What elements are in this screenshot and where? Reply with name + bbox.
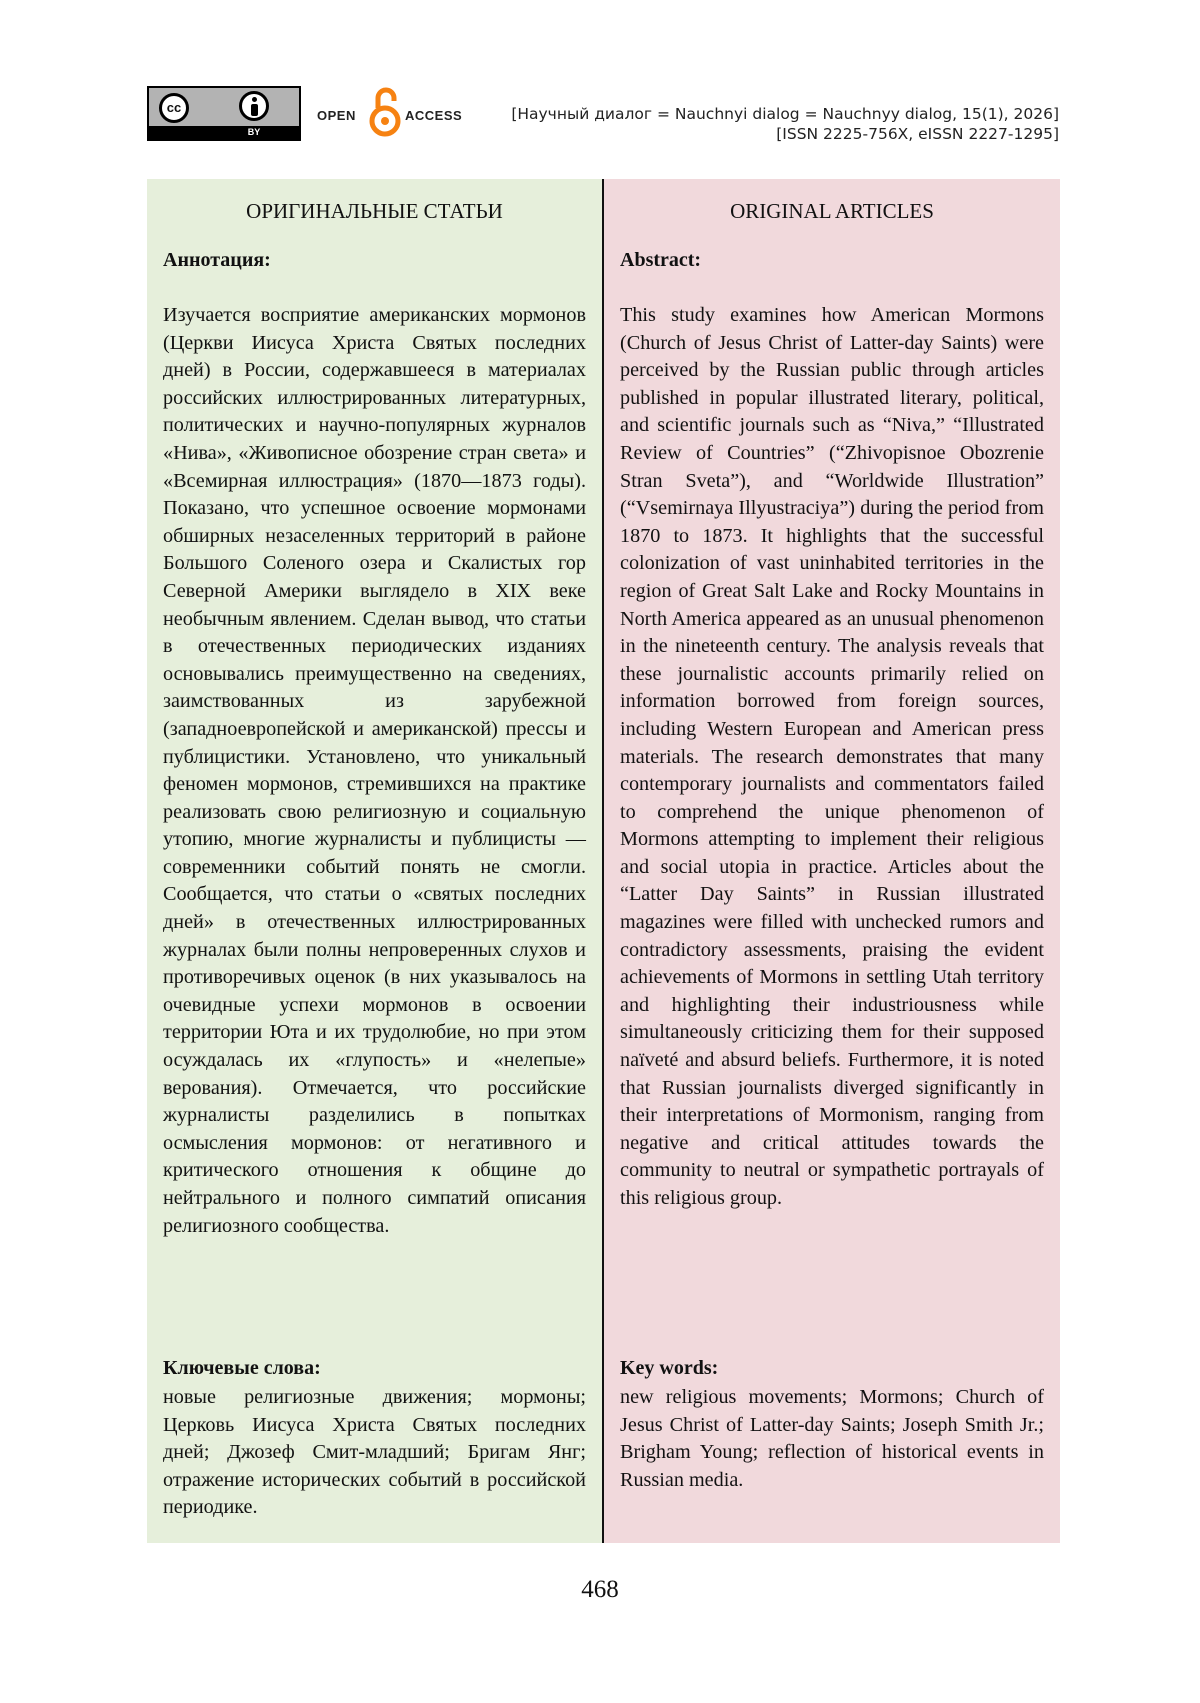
open-access-open-text: OPEN [317,108,356,123]
page-header [147,86,1059,146]
keywords-label-ru: Ключевые слова: [163,1357,321,1379]
keywords-text-ru: новые религиозные движения; мормоны; Церковь Иисуса Христа Святых последних дней; Джозеф Смит-младший; Бригам Янг; отражение исторических событий в российской периодике. [163,1386,586,1519]
open-access-lock-icon [367,86,403,138]
russian-column [147,179,602,1543]
section-title-en: ORIGINAL ARTICLES [730,199,934,223]
section-title-ru: ОРИГИНАЛЬНЫЕ СТАТЬИ [246,199,503,223]
attribution-person-icon [239,91,269,121]
keywords-text-en: new religious movements; Mormons; Church of Jesus Christ of Latter-day Saints; Joseph Smith Jr.; Brigham Young; reflection of historical events in Russian media. [620,1386,1044,1491]
abstract-label-ru: Аннотация: [163,249,271,271]
open-access-access-text: ACCESS [405,108,463,123]
keywords-label-en: Key words: [620,1357,719,1379]
open-access-logo [317,86,467,146]
abstract-text-en: This study examines how American Mormons (Church of Jesus Christ of Latter-day Saints) were perceived by the Russian public through articles published in popular illustrated literary, political, and scientific journals such as “Niva,” “Illustrated Review of Countries” (“Zhivopisnoe Obozrenie Stran Sveta”), and “Worldwide Illustration” (“Vsemirnaya Illyustraciya”) during the period from 1870 to 1873. It highlights that the successful colonization of vast uninhabited territories in the region of Great Salt Lake and Rocky Mountains in North America appeared as an unusual phenomenon in the nineteenth century. The analysis reveals that these journalistic accounts primarily relied on information borrowed from foreign sources, including Western European and American press materials. The research demonstrates that many contemporary journalists and commentators failed to comprehend the unique phenomenon of Mormons attempting to implement their religious and social utopia in practice. Articles about the “Latter Day Saints” in Russian illustrated magazines were filled with unchecked rumors and contradictory assessments, praising the evident achievements of Mormons in settling Utah territory and highlighting their industriousness while simultaneously criticizing them for their supposed naïveté and absurd beliefs. Furthermore, it is noted that Russian journalists diverged significantly in their interpretations of Mormonism, ranging from negative and critical attitudes towards the community to neutral or sympathetic portrayals of this religious group. [620,304,1044,1209]
abstract-text-ru: Изучается восприятие американских мормонов (Церкви Иисуса Христа Святых последних дней) в России, содержавшееся в материалах российских иллюстрированных литературных, политических и научно-популярных журналов «Нива», «Живописное обозрение стран света» и «Всемирная иллюстрация» (1870—1873 годы). Показано, что успешное освоение мормонами обширных незаселенных территорий в районе Большого Соленого озера и Скалистых гор Северной Америки выглядело в XIX веке необычным явлением. Сделан вывод, что статьи в отечественных периодических изданиях основывались преимущественно на сведениях, заимствованных из зарубежной (западноевропейской и американской) прессы и публицистики. Установлено, что уникальный феномен мормонов, стремившихся на практике реализовать свою религиозную и социальную утопию, многие журналисты и публицисты — современники событий понять не смогли. Сообщается, что статьи о «святых последних дней» в отечественных иллюстрированных журналах были полны непроверенных слухов и противоречивых оценок (в них указывалось на очевидные успехи мормонов в освоении территории Юта и их трудолюбие, но при этом осуждалась их «глупость» и «нелепые» верования). Отмечается, что российские журналисты разделились в попытках осмысления мормонов: от негативного и критического отношения к общине до нейтрального и полного симпатий описания религиозного сообщества. [163,304,586,1237]
abstract-table [147,179,1060,1543]
english-column [604,179,1060,1543]
creative-commons-icon: cc [159,93,189,123]
citation-line-2: [ISSN 2225-756X, eISSN 2227-1295] [776,125,1059,143]
license-by-label: BY [247,127,261,137]
citation-info [511,104,1059,144]
page-number: 468 [581,1576,619,1603]
abstract-label-en: Abstract: [620,249,702,271]
citation-line-1: [Научный диалог = Nauchnyi dialog = Nauchnyy dialog, 15(1), 2026] [511,105,1059,123]
cc-by-license-badge[interactable] [147,86,301,141]
